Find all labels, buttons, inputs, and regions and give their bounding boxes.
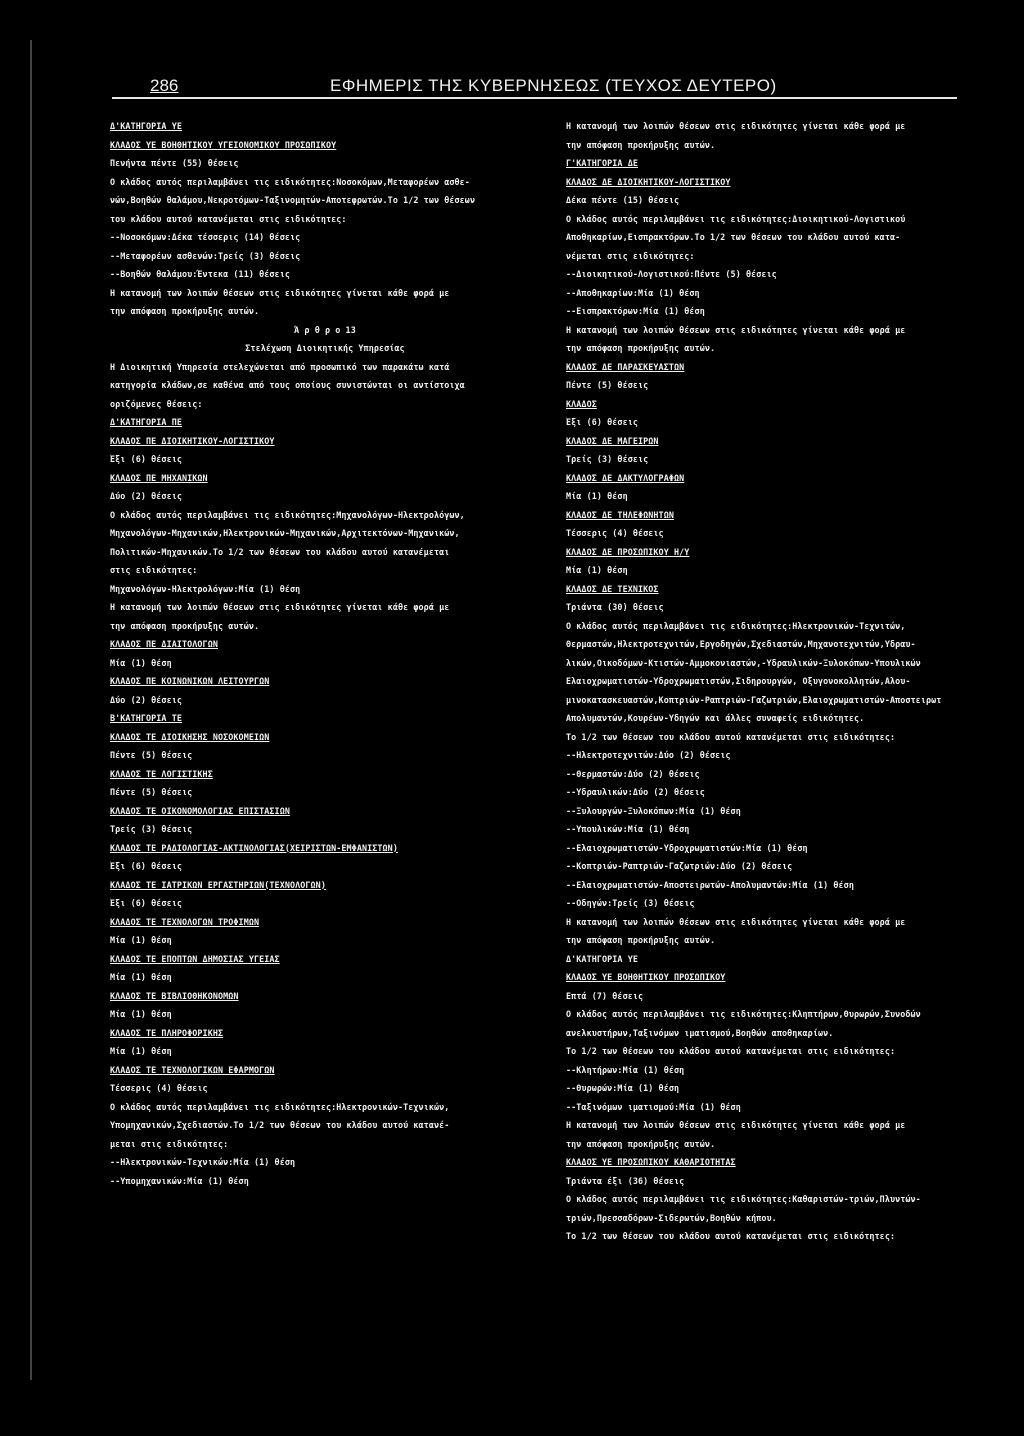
right-text-line: Απολυμαντών,Κουρέων-Υδηγών και άλλες συναφείς ειδικότητες. [566,713,865,723]
right-text-line: Ελαιοχρωματιστών-Υδροχρωματιστών,Σιδηρουργών, Οξυγονοκολλητών,Αλου- [566,676,911,686]
right-text-line: Μία (1) θέση [566,491,628,501]
right-text-line: Τέσσερις (4) θέσεις [566,528,664,538]
right-text-line: Έξι (6) θέσεις [566,417,638,427]
left-text-line: ΚΛΑΔΟΣ ΤΕ ΤΕΧΝΟΛΟΓΩΝ ΤΡΟΦΙΜΩΝ [110,916,260,927]
right-text-line: Τριάντα (30) θέσεις [566,602,664,612]
left-text-line: του κλάδου αυτού κατανέμεται στις ειδικότητες: [110,213,347,224]
left-text-line: ΚΛΑΔΟΣ ΠΕ ΜΗΧΑΝΙΚΩΝ [110,472,208,483]
right-text-line: Μία (1) θέση [566,565,628,575]
left-text-line: Πέντε (5) θέσεις [110,787,193,797]
right-text-line: --Ξυλουργών-Ξυλοκόπων:Μία (1) θέση [566,805,741,816]
right-text-line: νέμεται στις ειδικότητες: [566,250,695,261]
left-text-line: οριζόμενες θέσεις: [110,398,203,409]
right-text-line: ΚΛΑΔΟΣ ΥΕ ΒΟΗΘΗΤΙΚΟΥ ΠΡΟΣΩΠΙΚΟΥ [566,972,726,982]
left-text-line: Ο κλάδος αυτός περιλαμβάνει τις ειδικότητες:Ηλεκτρονικών-Τεχνικών, [110,1101,450,1112]
left-text-line: ΚΛΑΔΟΣ ΤΕ ΙΑΤΡΙΚΩΝ ΕΡΓΑΣΤΗΡΙΩΝ(ΤΕΧΝΟΛΟΓΩΝ) [110,879,326,890]
right-text-line: την απόφαση προκήρυξης αυτών. [566,139,716,150]
right-text-line: ΚΛΑΔΟΣ ΔΕ ΤΕΧΝΙΚΟΣ [566,583,659,594]
left-text-line: Η κατανομή των λοιπών θέσεων στις ειδικότητες γίνεται κάθε φορά με [110,602,450,612]
right-text-line: Τρείς (3) θέσεις [566,454,649,464]
header-rule [112,97,957,99]
left-text-line: Έξι (6) θέσεις [110,861,182,871]
left-text-line: ΚΛΑΔΟΣ ΥΕ ΒΟΗΘΗΤΙΚΟΥ ΥΓΕΙΟΝΟΜΙΚΟΥ ΠΡΟΣΩΠΙΚΟΥ [110,139,337,150]
right-text-line: Γ'ΚΑΤΗΓΟΡΙΑ ΔΕ [566,158,638,168]
left-text-line: Δ'ΚΑΤΗΓΟΡΙΑ ΥΕ [110,121,182,131]
left-text-line: Μία (1) θέση [110,1009,172,1019]
left-text-line: Μηχανολόγων-Μηχανικών,Ηλεκτρονικών-Μηχανικών,Αρχιτεκτόνων-Μηχανικών, [110,528,460,538]
left-text-line: ΚΛΑΔΟΣ ΤΕ ΟΙΚΟΝΟΜΟΛΟΓΙΑΣ ΕΠΙΣΤΑΣΙΩΝ [110,805,290,816]
right-text-line: --Ταξινόμων ιματισμού:Μία (1) θέση [566,1101,741,1112]
right-text-line: ΚΛΑΔΟΣ ΔΕ ΠΑΡΑΣΚΕΥΑΣΤΩΝ [566,361,685,372]
right-text-line: ΚΛΑΔΟΣ [566,398,597,409]
left-text-line: κατηγορία κλάδων,σε καθένα από τους οποίους συνιστώνται οι αντίστοιχα [110,380,465,390]
left-text-line: Πέντε (5) θέσεις [110,750,193,760]
left-text-line: ΚΛΑΔΟΣ ΤΕ ΛΟΓΙΣΤΙΚΗΣ [110,768,213,779]
left-text-line: Τρείς (3) θέσεις [110,824,193,834]
left-text-line: --Βοηθών θαλάμου:Έντεκα (11) θέσεις [110,269,290,279]
right-text-line: --Υπουλικών:Μία (1) θέση [566,824,690,834]
left-text-line: Έξι (6) θέσεις [110,454,182,464]
left-text-line: ΚΛΑΔΟΣ ΤΕ ΔΙΟΙΚΗΣΗΣ ΝΟΣΟΚΟΜΕΙΩΝ [110,731,270,742]
left-text-line: Πενήντα πέντε (55) θέσεις [110,158,239,168]
right-text-line: Η κατανομή των λοιπών θέσεων στις ειδικότητες γίνεται κάθε φορά με [566,916,906,927]
right-text-line: --Κλητήρων:Μία (1) θέση [566,1064,685,1075]
left-text-line: ΚΛΑΔΟΣ ΤΕ ΕΠΟΠΤΩΝ ΔΗΜΟΣΙΑΣ ΥΓΕΙΑΣ [110,953,280,964]
left-text-line: Μία (1) θέση [110,657,172,668]
right-text-line: την απόφαση προκήρυξης αυτών. [566,343,716,353]
right-text-line: ανελκυστήρων,Ταξινόμων ιματισμού,Βοηθών αποθηκαρίων. [566,1027,834,1038]
left-text-line: Τέσσερις (4) θέσεις [110,1083,208,1093]
left-text-line: στις ειδικότητες: [110,565,198,575]
left-text-line: την απόφαση προκήρυξης αυτών. [110,306,260,316]
right-text-line: --Οδηγών:Τρείς (3) θέσεις [566,898,695,908]
left-text-line: Μία (1) θέση [110,972,172,982]
left-text-line: ΚΛΑΔΟΣ ΠΕ ΔΙΟΙΚΗΤΙΚΟΥ-ΛΟΓΙΣΤΙΚΟΥ [110,435,275,446]
right-text-line: Ο κλάδος αυτός περιλαμβάνει τις ειδικότητες:Καθαριστών-τριών,Πλυντών- [566,1194,921,1204]
left-text-line: Ο κλάδος αυτός περιλαμβάνει τις ειδικότητες:Νοσοκόμων,Μεταφορέων ασθε- [110,176,470,187]
left-text-line: ΚΛΑΔΟΣ ΠΕ ΔΙΑΙΤΟΛΟΓΩΝ [110,639,218,649]
left-text-line: Μία (1) θέση [110,935,172,945]
left-text-line: --Μεταφορέων ασθενών:Τρείς (3) θέσεις [110,250,301,261]
right-text-line: Πέντε (5) θέσεις [566,380,649,390]
left-text-line: ΚΛΑΔΟΣ ΠΕ ΚΟΙΝΩΝΙΚΩΝ ΛΕΙΤΟΥΡΓΩΝ [110,676,270,686]
left-text-line: νών,Βοηθών θαλάμου,Νεκροτόμων-Ταξινομητών-Αποτεφρωτών.Το 1/2 των θέσεων [110,195,476,205]
right-column [566,118,966,1247]
right-text-line: την απόφαση προκήρυξης αυτών. [566,1138,716,1149]
left-column [110,118,540,1191]
left-text-line: Δύο (2) θέσεις [110,694,182,705]
right-text-line: την απόφαση προκήρυξης αυτών. [566,935,716,945]
page-edge-line [30,40,32,1380]
left-text-line: Δ'ΚΑΤΗΓΟΡΙΑ ΠΕ [110,417,182,427]
right-text-line: --Υδραυλικών:Δύο (2) θέσεις [566,787,705,797]
right-text-line: Το 1/2 των θέσεων του κλάδου αυτού κατανέμεται στις ειδικότητες: [566,1231,896,1241]
right-text-line: --Εισπρακτόρων:Μία (1) θέση [566,306,705,316]
left-text-line: --Υπομηχανικών:Μία (1) θέση [110,1175,249,1186]
right-text-line: ΚΛΑΔΟΣ ΔΕ ΔΑΚΤΥΛΟΓΡΑΦΩΝ [566,472,685,483]
left-text-line: Ά ρ θ ρ ο 13 [294,324,356,335]
right-text-line: --Θερμαστών:Δύο (2) θέσεις [566,768,700,779]
right-text-line: Δ'ΚΑΤΗΓΟΡΙΑ ΥΕ [566,953,638,964]
right-text-line: Η κατανομή των λοιπών θέσεων στις ειδικότητες γίνεται κάθε φορά με [566,121,906,131]
left-text-line: ΚΛΑΔΟΣ ΤΕ ΠΛΗΡΟΦΟΡΙΚΗΣ [110,1027,224,1038]
right-text-line: τριών,Πρεσσαδόρων-Σιδερωτών,Βοηθών κήπου. [566,1212,777,1223]
right-text-line: Ο κλάδος αυτός περιλαμβάνει τις ειδικότητες:Ηλεκτρονικών-Τεχνιτών, [566,620,906,631]
right-text-line: ΚΛΑΔΟΣ ΔΕ ΔΙΟΙΚΗΤΙΚΟΥ-ΛΟΓΙΣΤΙΚΟΥ [566,176,731,187]
left-text-line: Μηχανολόγων-Ηλεκτρολόγων:Μία (1) θέση [110,583,301,594]
right-text-line: Δέκα πέντε (15) θέσεις [566,195,680,205]
left-text-line: Στελέχωση Διοικητικής Υπηρεσίας [245,343,405,353]
right-text-line: Ο κλάδος αυτός περιλαμβάνει τις ειδικότητες:Κληπτήρων,Θυρωρών,Συνοδών [566,1009,921,1019]
right-text-line: ΚΛΑΔΟΣ ΔΕ ΠΡΟΣΩΠΙΚΟΥ Η/Υ [566,546,690,557]
right-text-line: λικών,Οικοδόμων-Κτιστών-Αμμοκονιαστών,-Υδραυλικών-Ξυλοκόπων-Υπουλικών [566,657,921,668]
right-text-line: --Αποθηκαρίων:Μία (1) θέση [566,287,700,298]
right-text-line: --Ελαιοχρωματιστών-Υδροχρωματιστών:Μία (1) θέση [566,842,808,853]
left-text-line: --Νοσοκόμων:Δέκα τέσσερις (14) θέσεις [110,232,301,242]
right-text-line: Τριάντα έξι (36) θέσεις [566,1175,685,1186]
left-text-line: Πολιτικών-Μηχανικών.Το 1/2 των θέσεων του κλάδου αυτού κατανέμεται [110,546,450,557]
left-text-line: Δύο (2) θέσεις [110,491,182,501]
page-number: 286 [150,76,179,95]
left-text-line: Η κατανομή των λοιπών θέσεων στις ειδικότητες γίνεται κάθε φορά με [110,287,450,298]
right-text-line: Ο κλάδος αυτός περιλαμβάνει τις ειδικότητες:Διοικητικού-Λογιστικού [566,213,906,224]
right-text-line: --Ελαιοχρωματιστών-Αποστειρωτών-Απολυμαντών:Μία (1) θέση [566,879,854,890]
right-text-line: Το 1/2 των θέσεων του κλάδου αυτού κατανέμεται στις ειδικότητες: [566,1046,896,1056]
right-text-line: ΚΛΑΔΟΣ ΔΕ ΜΑΓΕΙΡΩΝ [566,435,659,446]
left-text-line: Β'ΚΑΤΗΓΟΡΙΑ ΤΕ [110,713,182,723]
right-text-line: --Ηλεκτροτεχνιτών:Δύο (2) θέσεις [566,750,731,760]
right-text-line: μινοκατασκευαστών,Κοπτριών-Ραπτριών-Γαζωτριών,Ελαιοχρωματιστών-Αποστειρωτ [566,694,942,705]
left-text-line: ΚΛΑΔΟΣ ΤΕ ΒΙΒΛΙΟΘΗΚΟΝΟΜΩΝ [110,990,239,1001]
left-text-line: Έξι (6) θέσεις [110,898,182,908]
left-text-line: --Ηλεκτρονικών-Τεχνικών:Μία (1) θέση [110,1157,296,1167]
right-text-line: Αποθηκαρίων,Εισπρακτόρων.Το 1/2 των θέσεων του κλάδου αυτού κατα- [566,232,901,242]
left-text-line: Η Διοικητική Υπηρεσία στελεχώνεται από προσωπικό των παρακάτω κατά [110,361,450,372]
left-text-line: ΚΛΑΔΟΣ ΤΕ ΤΕΧΝΟΛΟΓΙΚΩΝ ΕΦΑΡΜΟΓΩΝ [110,1064,275,1075]
right-text-line: ΚΛΑΔΟΣ ΔΕ ΤΗΛΕΦΩΝΗΤΩΝ [566,509,674,520]
right-text-line: --Θυρωρών:Μία (1) θέση [566,1083,680,1093]
gazette-title: ΕΦΗΜΕΡΙΣ ΤΗΣ ΚΥΒΕΡΝΗΣΕΩΣ (ΤΕΥΧΟΣ ΔΕΥΤΕΡΟ) [330,76,777,95]
right-text-line: --Διοικητικού-Λογιστικού:Πέντε (5) θέσεις [566,269,777,279]
left-text-line: Μία (1) θέση [110,1046,172,1056]
right-text-line: Το 1/2 των θέσεων του κλάδου αυτού κατανέμεται στις ειδικότητες: [566,731,896,742]
left-text-line: Ο κλάδος αυτός περιλαμβάνει τις ειδικότητες:Μηχανολόγων-Ηλεκτρολόγων, [110,509,465,520]
right-text-line: --Κοπτριών-Ραπτριών-Γαζωτριών:Δύο (2) θέσεις [566,861,793,871]
right-text-line: Επτά (7) θέσεις [566,990,644,1001]
left-text-line: Υπομηχανικών,Σχεδιαστών.Το 1/2 των θέσεων του κλάδου αυτού κατανέ- [110,1120,450,1130]
right-text-line: Η κατανομή των λοιπών θέσεων στις ειδικότητες γίνεται κάθε φορά με [566,1120,906,1130]
left-text-line: μεται στις ειδικότητες: [110,1138,229,1149]
left-text-line: την απόφαση προκήρυξης αυτών. [110,620,260,631]
right-text-line: ΚΛΑΔΟΣ ΥΕ ΠΡΟΣΩΠΙΚΟΥ ΚΑΘΑΡΙΟΤΗΤΑΣ [566,1157,736,1167]
right-text-line: Θερμαστών,Ηλεκτροτεχνιτών,Εργοδηγών,Σχεδιαστών,Μηχανοτεχνιτών,Υδραυ- [566,639,916,649]
left-text-line: ΚΛΑΔΟΣ ΤΕ ΡΑΔΙΟΛΟΓΙΑΣ-ΑΚΤΙΝΟΛΟΓΙΑΣ(ΧΕΙΡΙΣΤΩΝ-ΕΜΦΑΝΙΣΤΩΝ) [110,842,398,853]
right-text-line: Η κατανομή των λοιπών θέσεων στις ειδικότητες γίνεται κάθε φορά με [566,324,906,335]
